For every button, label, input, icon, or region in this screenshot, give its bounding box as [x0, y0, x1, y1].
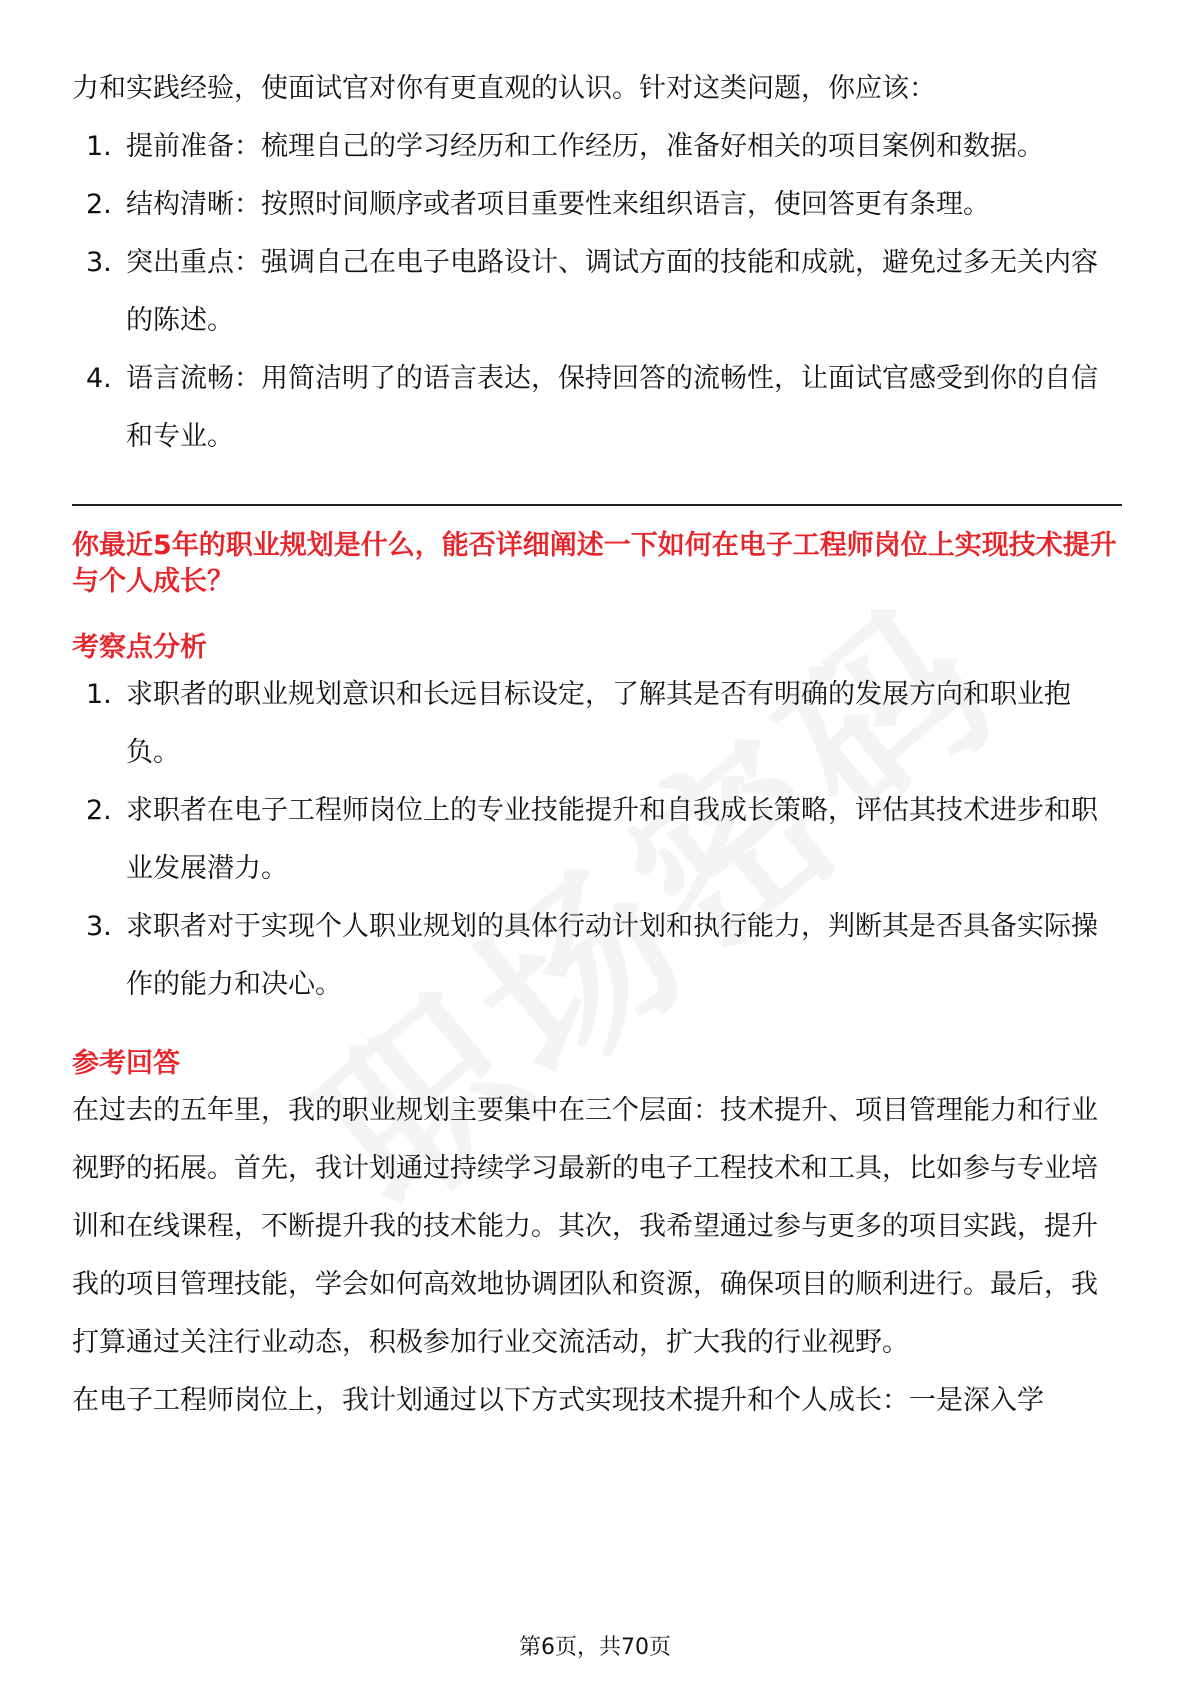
- section-divider: [72, 504, 1122, 506]
- list-number: 2.: [86, 795, 112, 826]
- list-item: [72, 666, 1122, 782]
- list-item-text: 提前准备：梳理自己的学习经历和工作经历，准备好相关的项目案例和数据。: [126, 131, 1044, 162]
- list-item-text: 突出重点：强调自己在电子电路设计、调试方面的技能和成就，避免过多无关内容的陈述。: [126, 247, 1098, 336]
- list-item-text: 求职者在电子工程师岗位上的专业技能提升和自我成长策略，评估其技术进步和职业发展潜力。: [126, 795, 1098, 884]
- page-content: [72, 60, 1122, 1430]
- list-item: [72, 176, 1122, 234]
- list-number: 3.: [86, 911, 112, 942]
- list-item-text: 求职者对于实现个人职业规划的具体行动计划和执行能力，判断其是否具备实际操作的能力和决心。: [126, 911, 1098, 1000]
- list-item: [72, 234, 1122, 350]
- list-number: 1.: [86, 679, 112, 710]
- interview-question: 你最近5年的职业规划是什么，能否详细阐述一下如何在电子工程师岗位上实现技术提升与个人成长？: [72, 530, 1117, 597]
- page-footer: 第6页，共70页: [519, 1635, 671, 1660]
- analysis-list: [72, 666, 1122, 1014]
- list-item-text: 结构清晰：按照时间顺序或者项目重要性来组织语言，使回答更有条理。: [126, 189, 990, 220]
- list-item-text: 求职者的职业规划意识和长远目标设定，了解其是否有明确的发展方向和职业抱负。: [126, 679, 1071, 768]
- list-item: [72, 350, 1122, 466]
- answer-paragraph: 在过去的五年里，我的职业规划主要集中在三个层面：技术提升、项目管理能力和行业视野的拓展。首先，我计划通过持续学习最新的电子工程技术和工具，比如参与专业培训和在线课程，不断提升我的技术能力。其次，我希望通过参与更多的项目实践，提升我的项目管理技能，学会如何高效地协调团队和资源，确保项目的顺利进行。最后，我打算通过关注行业动态，积极参加行业交流活动，扩大我的行业视野。: [72, 1095, 1098, 1358]
- list-number: 3.: [86, 247, 112, 278]
- list-item-text: 语言流畅：用简洁明了的语言表达，保持回答的流畅性，让面试官感受到你的自信和专业。: [126, 363, 1098, 452]
- list-item: [72, 782, 1122, 898]
- analysis-heading: 考察点分析: [72, 632, 207, 663]
- list-item: [72, 898, 1122, 1014]
- list-number: 4.: [86, 363, 112, 394]
- answer-heading: 参考回答: [72, 1048, 180, 1079]
- list-number: 2.: [86, 189, 112, 220]
- list-number: 1.: [86, 131, 112, 162]
- tips-list: [72, 118, 1122, 466]
- answer-paragraph: 在电子工程师岗位上，我计划通过以下方式实现技术提升和个人成长：一是深入学: [72, 1385, 1044, 1416]
- list-item: [72, 118, 1122, 176]
- intro-paragraph: 力和实践经验，使面试官对你有更直观的认识。针对这类问题，你应该：: [72, 73, 936, 104]
